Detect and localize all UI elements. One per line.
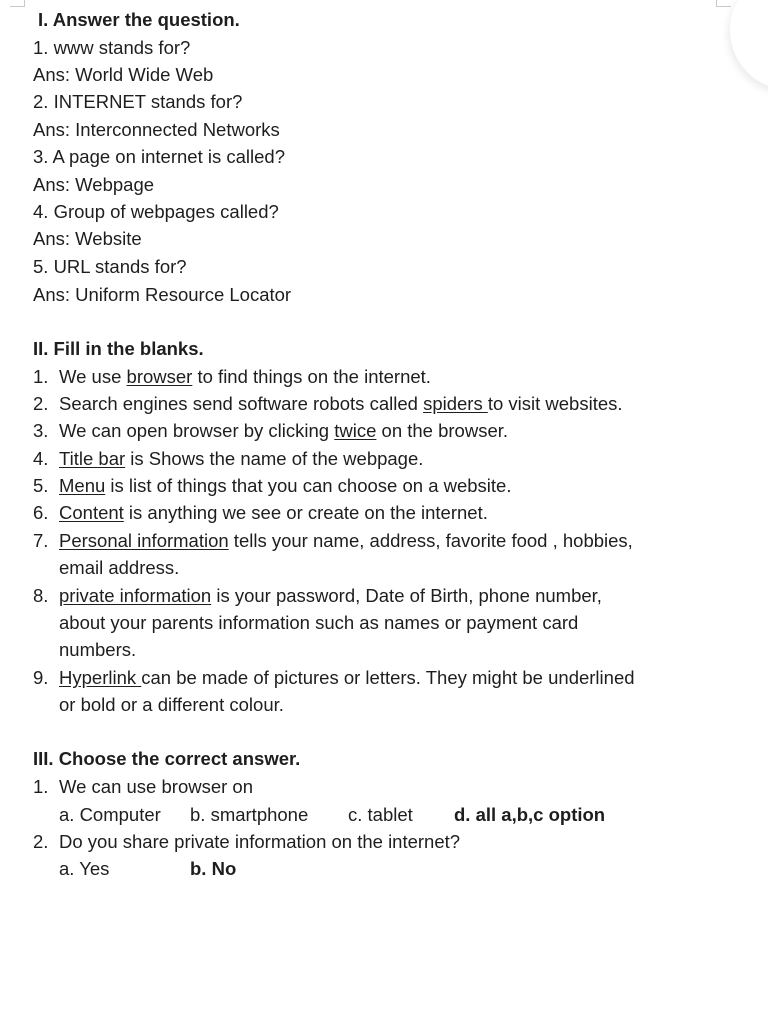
item-answer: Hyperlink	[59, 667, 142, 688]
item-text: is anything we see or create on the internet.	[123, 502, 488, 523]
item-number: 5.	[33, 475, 49, 496]
item-answer: spiders	[423, 393, 488, 414]
item-continuation: about your parents information such as names or payment card	[59, 612, 579, 633]
section1-line: Ans: Website	[33, 228, 142, 249]
item-number: 3.	[33, 420, 49, 441]
question-text: We can use browser on	[59, 776, 254, 797]
mcq-option-d-correct: d. all a,b,c option	[454, 804, 606, 825]
section1-line: Ans: World Wide Web	[33, 64, 214, 85]
item-number: 1.	[33, 366, 49, 387]
blank-item	[33, 529, 633, 553]
mcq-question	[33, 775, 253, 799]
item-number: 8.	[33, 585, 49, 606]
item-answer: Title bar	[59, 448, 126, 469]
mcq-option-c: c. tablet	[348, 804, 413, 825]
item-answer: Content	[59, 502, 124, 523]
mcq-option-a: a. Computer	[59, 804, 161, 825]
section1-line: 3. A page on internet is called?	[33, 146, 285, 167]
page-corner-mark	[10, 0, 25, 7]
page-edge-shadow	[730, 0, 768, 90]
blank-item	[33, 666, 635, 690]
blank-item	[33, 447, 423, 471]
mcq-option-b-correct: b. No	[190, 858, 237, 879]
question-number: 2.	[33, 831, 49, 852]
item-text: tells your name, address, favorite food , hobbies,	[228, 530, 633, 551]
section3-heading: III. Choose the correct answer.	[33, 748, 301, 769]
item-text: is your password, Date of Birth, phone number,	[211, 585, 602, 606]
section1-line: Ans: Uniform Resource Locator	[33, 284, 292, 305]
blank-item	[33, 474, 512, 498]
blank-item	[33, 419, 508, 443]
item-text: We can open browser by clicking	[59, 420, 335, 441]
section1-line: 1. www stands for?	[33, 37, 191, 58]
blank-item	[33, 392, 623, 416]
item-text: is Shows the name of the webpage.	[125, 448, 424, 469]
blank-item	[33, 501, 488, 525]
item-number: 9.	[33, 667, 49, 688]
mcq-option-b: b. smartphone	[190, 804, 309, 825]
item-continuation: or bold or a different colour.	[59, 694, 284, 715]
item-number: 4.	[33, 448, 49, 469]
item-text: can be made of pictures or letters. They might be underlined	[141, 667, 635, 688]
item-number: 7.	[33, 530, 49, 551]
item-text: Search engines send software robots called	[59, 393, 424, 414]
page-corner-mark	[716, 0, 731, 7]
item-answer: twice	[334, 420, 377, 441]
section1-line: 2. INTERNET stands for?	[33, 91, 243, 112]
section1-line: 4. Group of webpages called?	[33, 201, 279, 222]
item-text: on the browser.	[376, 420, 509, 441]
section1-line: 5. URL stands for?	[33, 256, 187, 277]
mcq-question	[33, 830, 460, 854]
item-text: to visit websites.	[487, 393, 623, 414]
section1-line: Ans: Interconnected Networks	[33, 119, 280, 140]
item-text: We use	[59, 366, 127, 387]
section2-heading: II. Fill in the blanks.	[33, 338, 204, 359]
item-answer: Menu	[59, 475, 106, 496]
item-number: 2.	[33, 393, 49, 414]
blank-item	[33, 365, 431, 389]
item-continuation: email address.	[59, 557, 180, 578]
mcq-option-a: a. Yes	[59, 858, 110, 879]
item-number: 6.	[33, 502, 49, 523]
section1-line: Ans: Webpage	[33, 174, 155, 195]
blank-item	[33, 584, 602, 608]
section1-heading: I. Answer the question.	[38, 9, 240, 30]
item-answer: Personal information	[59, 530, 229, 551]
item-text: to find things on the internet.	[192, 366, 431, 387]
question-number: 1.	[33, 776, 49, 797]
item-answer: private information	[59, 585, 212, 606]
item-text: is list of things that you can choose on a website.	[105, 475, 512, 496]
question-text: Do you share private information on the internet?	[59, 831, 461, 852]
item-answer: browser	[126, 366, 193, 387]
item-continuation: numbers.	[59, 639, 137, 660]
